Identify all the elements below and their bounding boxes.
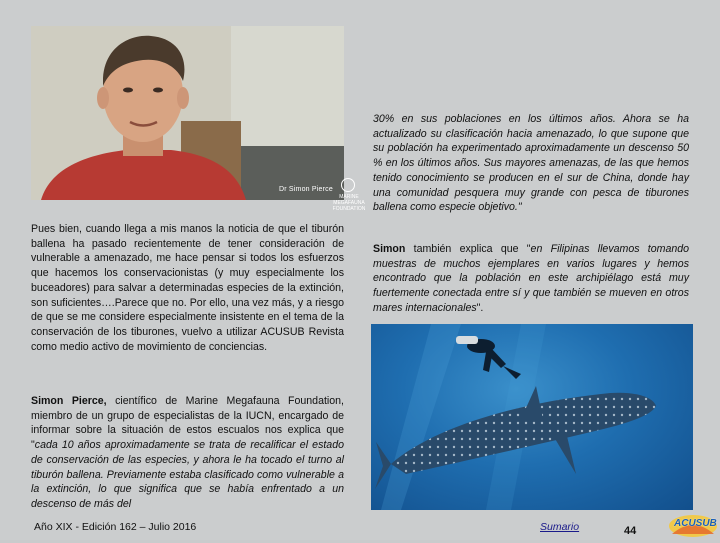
page-number: 44 [624, 525, 637, 537]
diver-figure [456, 336, 521, 379]
foundation-logo-icon [341, 178, 355, 192]
speaker-intro-2: también explica que " [405, 243, 531, 255]
quote-end: ". [476, 301, 484, 314]
right-paragraph-2 [373, 242, 689, 316]
right-paragraph-1 [373, 112, 689, 215]
whale-shark-photo [371, 324, 693, 510]
speaker-quote: cada 10 años aproximadamente se trata de recalificar el estado de conservación de las especies, y ahora le ha tocado el turno al tiburón ballena. Previamente estaba clasificado como vulnerable a la extinción, lo que significa que se había enfrentado a un descenso de más del [31, 439, 344, 510]
speaker-name: Simon Pierce, [31, 395, 107, 407]
acusub-logo-text: ACUSUB [674, 518, 717, 529]
sumario-link[interactable]: Sumario [540, 521, 580, 533]
speaker-intro: científico de Marine Megafauna Foundation, miembro de un grupo de especialistas de la IUCN, encargado de informar sobre la situación de estos escualos nos explica que " [31, 395, 344, 452]
interview-photo [31, 26, 366, 212]
speaker-quote-2: en Filipinas llevamos tomando muestras de muchos ejemplares en varios lugares y hemos encontrado que la población en este archipiélago está muy fuertemente conectada entre sí y que también se mueven en otros mares internacionales [373, 243, 690, 314]
whale-shark-photo-art [371, 324, 693, 510]
acusub-logo [668, 512, 718, 538]
edition-label: Año XIX - Edición 162 – Julio 2016 [34, 521, 197, 533]
foundation-logo-text: MARINE MEGAFAUNA FOUNDATION [332, 194, 366, 212]
interview-photo-art [31, 26, 344, 200]
photo-caption: Dr Simon Pierce [279, 186, 333, 193]
left-paragraph-1: Pues bien, cuando llega a mis manos la noticia de que el tiburón ballena ha pasado recientemente de tener consideración de vulnerable a amenazado, me hace pensar si todos los esfuerzos que hacemos los conservacionistas (y muy especialmente los buceadores) para salvar a determinadas especies de la extinción, son suficientes….Parece que no. Por ello, una vez más, y a riesgo de que se me considere especialmente insistente en el tema de la conservación de los tiburones, vuelvo a utilizar ACUSUB Revista como medio activo de movimiento de conciencias. [31, 223, 344, 353]
left-paragraph-2 [31, 394, 344, 512]
quote-continuation: 30% en sus poblaciones en los últimos años. Ahora se ha actualizado su clasificación hacia amenazado, lo que supone que su población ha experimentado aproximadamente un descenso 50 % en los últimos años. Sus mayores amenazas, de las que hemos tenido conocimiento se producen en el sur de China, donde hay una comunidad pesquera muy grande con pesca de tiburones ballena como especie objetivo." [373, 113, 689, 214]
speaker-name-2: Simon [373, 243, 406, 255]
